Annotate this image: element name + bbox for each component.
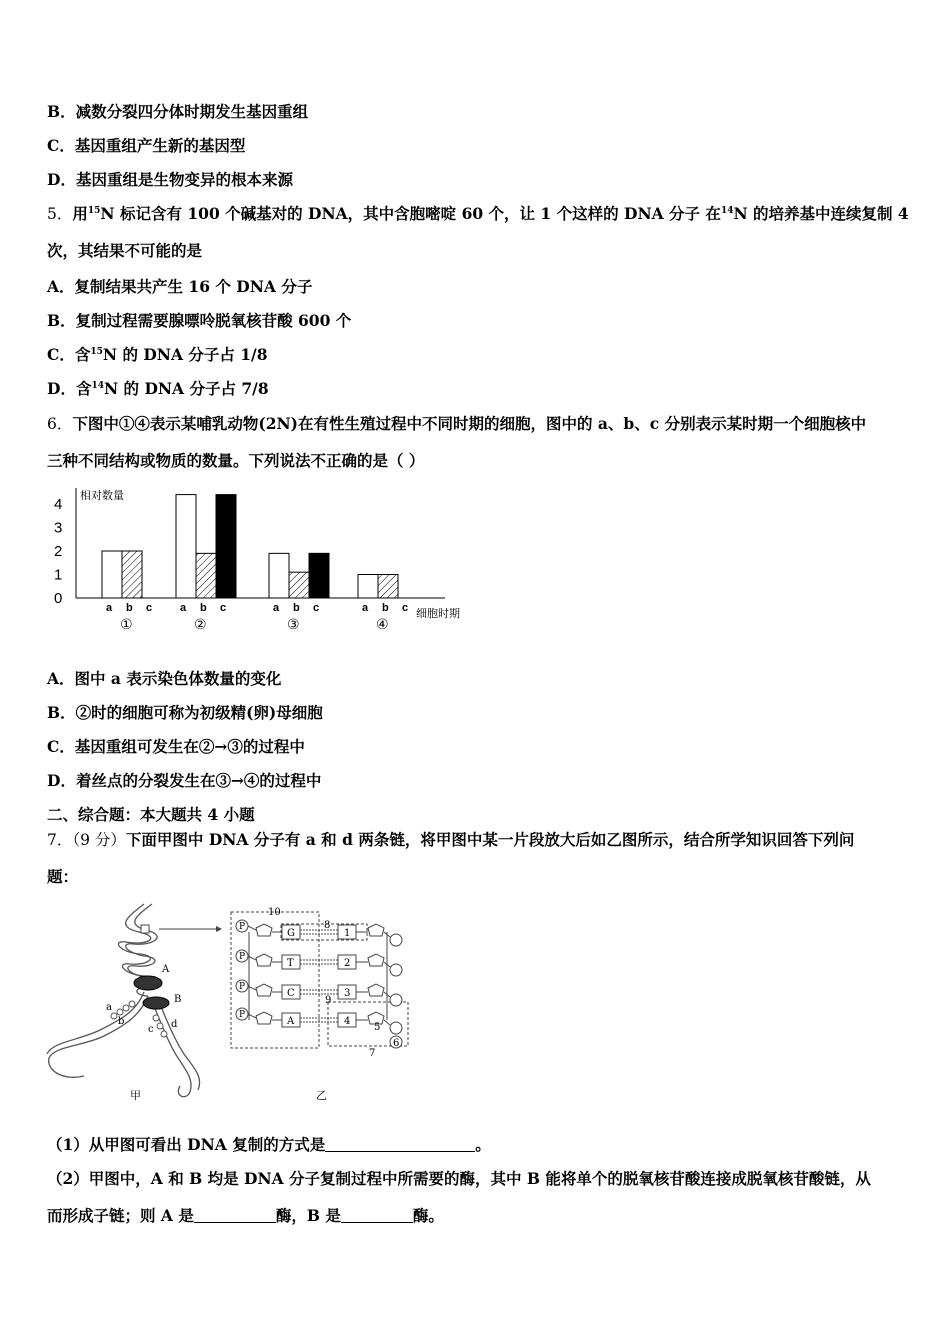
x-series-label: a (180, 602, 187, 614)
label-a: a (106, 1002, 112, 1013)
label-B: B (174, 994, 182, 1005)
x-series-label: b (200, 602, 207, 614)
x-series-label: a (106, 602, 113, 614)
fork-marker-box (141, 925, 149, 933)
bar-a-2 (176, 495, 196, 598)
x-series-label: a (273, 602, 280, 614)
q7-points: （9 分） (72, 831, 126, 849)
q6-option-c: C．基因重组可发生在②→③的过程中 (47, 737, 305, 756)
x-category-label: ④ (376, 616, 389, 632)
bar-b-4 (378, 575, 398, 599)
chart-x-axis-label: 细胞时期 (416, 608, 460, 620)
y-tick-label: 4 (54, 496, 63, 513)
q7-sub1-end: 。 (475, 1135, 491, 1154)
q4-option-c: C．基因重组产生新的基因型 (47, 136, 246, 155)
q6-option-a: A．图中 a 表示染色体数量的变化 (47, 669, 282, 688)
label-9: 9 (325, 995, 332, 1006)
label-8: 8 (324, 920, 331, 931)
label-10: 10 (268, 907, 281, 918)
q7-sub2-line2 (47, 1206, 444, 1226)
chart-y-axis-label: 相对数量 (80, 490, 124, 502)
x-series-label: c (402, 602, 409, 614)
q7-sub2-pre: 而形成子链；则 A 是 (47, 1206, 194, 1225)
q5-stem-a: 用 (72, 204, 88, 223)
enzyme-a-icon (134, 976, 162, 990)
bar-a-1 (102, 551, 122, 598)
q7-sub2-answer-blank-a[interactable] (194, 1207, 276, 1223)
q5-option-c (47, 345, 268, 365)
q6-option-d: D．着丝点的分裂发生在③→④的过程中 (47, 771, 322, 790)
base-label-left: C (287, 988, 295, 999)
label-5: 5 (374, 1022, 381, 1033)
q7-sub2-mid: 酶，B 是 (275, 1206, 341, 1225)
q5-option-d (47, 379, 269, 399)
x-series-label: b (126, 602, 133, 614)
bar-c-3 (309, 553, 329, 598)
q4-option-b: B．减数分裂四分体时期发生基因重组 (47, 102, 309, 121)
bar-a-3 (269, 553, 289, 598)
base-label-right: 2 (344, 958, 351, 969)
x-series-label: c (313, 602, 320, 614)
chart-y-ticks (54, 496, 62, 607)
x-category-label: ③ (287, 616, 300, 632)
q5-stem-line2: 次，其结果不可能的是 (47, 241, 203, 260)
q7-sub1-answer-blank[interactable] (325, 1136, 475, 1152)
label-6: 6 (393, 1038, 400, 1049)
bar-c-2 (216, 495, 236, 598)
q4-option-d: D．基因重组是生物变异的根本来源 (47, 170, 293, 189)
phosphate-label: P (239, 1010, 246, 1020)
y-tick-label: 1 (54, 566, 63, 584)
label-7: 7 (369, 1048, 376, 1059)
zoom-arrow-head (216, 926, 222, 932)
bar-a-4 (358, 575, 378, 599)
q7-stem-line2: 题： (47, 867, 79, 886)
chart-x-labels (106, 602, 408, 632)
label-d: d (171, 1019, 178, 1030)
q5-option-d-post: N 的 DNA 分子占 7/8 (103, 379, 269, 398)
q5-option-a: A．复制结果共产生 16 个 DNA 分子 (47, 277, 313, 296)
q5-option-c-post: N 的 DNA 分子占 1/8 (102, 345, 268, 364)
q7-sub1-text: （1）从甲图可看出 DNA 复制的方式是 (47, 1135, 326, 1154)
q7-sub2-line1: （2）甲图中，A 和 B 均是 DNA 分子复制过程中所需要的酶，其中 B 能将单个的脱氧核苷酸连接成脱氧核苷酸链，从 (47, 1169, 871, 1188)
base-pair-row (236, 980, 402, 1006)
q5-isotope-14: 14 (720, 206, 734, 216)
q7-stem-line1 (47, 830, 854, 850)
base-label-left: A (287, 1016, 295, 1027)
q5-option-c-isotope: 15 (90, 347, 103, 357)
q7-number: 7． (47, 831, 73, 849)
base-label-right: 3 (344, 988, 351, 999)
x-category-label: ① (120, 616, 133, 632)
x-series-label: b (382, 602, 389, 614)
q5-number: 5． (47, 205, 73, 223)
x-series-label: c (220, 602, 227, 614)
bar-b-2 (196, 553, 216, 598)
y-tick-label: 3 (54, 519, 63, 537)
chart-bars (102, 495, 398, 598)
q6-bar-chart (40, 478, 480, 638)
caption-yi: 乙 (316, 1089, 327, 1102)
bar-b-1 (122, 551, 142, 598)
phosphate-label: P (239, 922, 246, 932)
phosphate-label: P (239, 982, 246, 992)
q7-sub2-end: 酶。 (412, 1206, 444, 1225)
x-series-label: a (362, 602, 369, 614)
q7-dna-figure (44, 896, 434, 1108)
q7-stem-text: 下面甲图中 DNA 分子有 a 和 d 两条链，将甲图中某一片段放大后如乙图所示，结合所学知识回答下列问 (125, 830, 855, 849)
base-label-right: 4 (344, 1016, 351, 1027)
q6-option-b: B．②时的细胞可称为初级精(卵)母细胞 (47, 703, 323, 722)
q5-option-b: B．复制过程需要腺嘌呤脱氧核苷酸 600 个 (47, 311, 352, 330)
x-category-label: ② (194, 616, 207, 632)
label-A: A (162, 964, 170, 975)
q6-stem-line2: 三种不同结构或物质的数量。下列说法不正确的是（ ） (47, 451, 425, 470)
q6-number: 6． (47, 415, 73, 433)
label-c: c (148, 1024, 154, 1035)
q5-stem-line1 (47, 204, 909, 224)
label-b: b (118, 1016, 125, 1027)
q5-option-d-isotope: 14 (91, 381, 104, 391)
base-label-right: 1 (344, 928, 351, 939)
section-2-heading: 二、综合题：本大题共 4 小题 (47, 805, 255, 824)
base-label-left: G (287, 928, 295, 939)
y-tick-label: 2 (54, 543, 63, 560)
base-label-left: T (287, 958, 294, 969)
x-series-label: b (293, 602, 300, 614)
q7-sub1 (47, 1135, 491, 1155)
q5-isotope-15: 15 (87, 206, 101, 216)
y-tick-label: 0 (54, 590, 63, 607)
q7-sub2-answer-blank-b[interactable] (341, 1207, 413, 1223)
q5-stem-b: N 标记含有 100 个碱基对的 DNA，其中含胞嘧啶 60 个，让 1 个这样的 DNA 分子 在 (100, 204, 721, 223)
base-pair-row (236, 950, 402, 976)
q6-stem-text: 下图中①④表示某哺乳动物(2N)在有性生殖过程中不同时期的细胞，图中的 a、b、c 分别表示某时期一个细胞核中 (72, 414, 867, 433)
enzyme-b-icon (143, 997, 169, 1009)
q5-option-d-pre: D．含 (47, 379, 92, 398)
x-series-label: c (146, 602, 153, 614)
q5-stem-c: N 的培养基中连续复制 4 (733, 204, 909, 223)
q6-stem-line1 (47, 414, 866, 434)
phosphate-label: P (239, 952, 246, 962)
q5-option-c-pre: C．含 (47, 345, 91, 364)
caption-jia: 甲 (130, 1089, 141, 1102)
bar-b-3 (289, 572, 309, 598)
